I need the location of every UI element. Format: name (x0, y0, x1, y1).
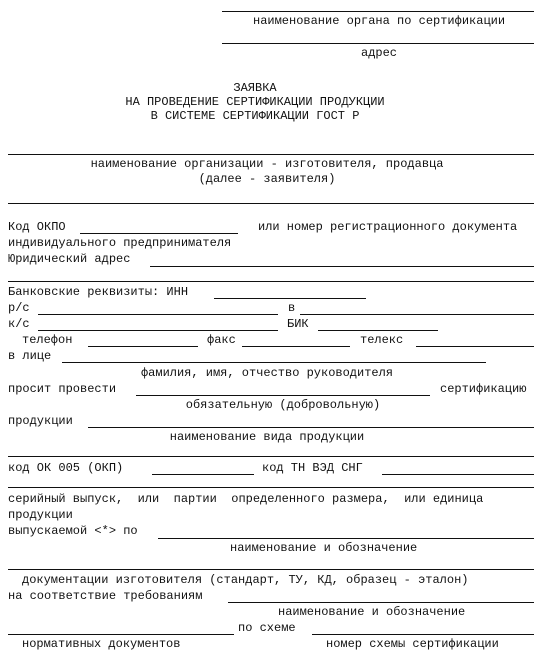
production-line-3: выпускаемой <*> по (8, 524, 138, 538)
certification-label: сертификацию (440, 382, 527, 396)
legal-address-label: Юридический адрес (8, 252, 131, 266)
okpo-label: Код ОКПО (8, 220, 66, 234)
scheme-field[interactable] (312, 634, 534, 635)
mandatory-caption: обязательную (добровольную) (185, 398, 381, 412)
product-field[interactable] (88, 427, 534, 428)
production-line-2: продукции (8, 508, 73, 522)
tn-ved-field[interactable] (382, 474, 534, 475)
reg-doc-label: или номер регистрационного документа (258, 220, 518, 234)
phone-field[interactable] (88, 346, 198, 347)
title-line-2: НА ПРОВЕДЕНИЕ СЕРТИФИКАЦИИ ПРОДУКЦИИ (125, 95, 385, 109)
ks-field[interactable] (38, 330, 278, 331)
production-separator (8, 487, 534, 488)
okpo-field[interactable] (80, 233, 238, 234)
ok005-label: код ОК 005 (ОКП) (8, 461, 124, 475)
production-caption-2: наименование и обозначение (278, 605, 466, 619)
title-line-3: В СИСТЕМЕ СЕРТИФИКАЦИИ ГОСТ Р (150, 109, 360, 123)
rs-label: р/с (8, 301, 30, 315)
title-line-1: ЗАЯВКА (233, 81, 277, 95)
compliance-field[interactable] (228, 602, 534, 603)
normative-docs-label: нормативных документов (22, 637, 181, 651)
docs-label: документации изготовителя (стандарт, ТУ, КД, образец - эталон) (22, 573, 469, 587)
in-person-label: в лице (8, 349, 52, 363)
scheme-label: по схеме (238, 621, 296, 635)
fax-field[interactable] (242, 346, 350, 347)
fax-label: факс (207, 333, 236, 347)
compliance-label: на соответствие требованиям (8, 589, 203, 603)
ks-label: к/с (8, 317, 30, 331)
bank-separator (8, 281, 534, 282)
applicant-line-2 (8, 203, 534, 204)
applicant-line (8, 154, 534, 155)
products-label: продукции (8, 414, 73, 428)
rs-field[interactable] (38, 314, 278, 315)
address-line (222, 43, 534, 44)
certification-type-field[interactable] (136, 395, 430, 396)
bik-field[interactable] (318, 330, 438, 331)
asks-label: просит провести (8, 382, 117, 396)
head-name-caption: фамилия, имя, отчество руководителя (140, 366, 394, 380)
applicant-caption: наименование организации - изготовителя, продавца (90, 157, 444, 171)
bank-name-field[interactable] (300, 314, 534, 315)
organ-caption: наименование органа по сертификации (253, 14, 506, 28)
applicant-caption-2: (далее - заявителя) (198, 172, 336, 186)
entrepreneur-label: индивидуального предпринимателя (8, 236, 232, 250)
product-caption: наименование вида продукции (169, 430, 365, 444)
head-name-field[interactable] (62, 362, 486, 363)
docs-separator (8, 569, 534, 570)
bik-label: БИК (287, 317, 309, 331)
organ-line (222, 11, 534, 12)
production-line-1: серийный выпуск, или партии определенного размера, или единица (8, 492, 484, 506)
scheme-caption: номер схемы сертификации (326, 637, 499, 651)
phone-label: телефон (22, 333, 73, 347)
telex-label: телекс (360, 333, 404, 347)
address-caption: адрес (361, 46, 398, 60)
codes-separator (8, 456, 534, 457)
production-caption-1: наименование и обозначение (230, 541, 418, 555)
telex-field[interactable] (416, 346, 534, 347)
production-doc-field[interactable] (158, 538, 534, 539)
bank-requisites-label: Банковские реквизиты: ИНН (8, 285, 189, 299)
bank-v-label: в (288, 301, 296, 315)
normative-docs-line (8, 634, 234, 635)
legal-address-field[interactable] (150, 266, 534, 267)
tn-ved-label: код ТН ВЭД СНГ (262, 461, 363, 475)
ok005-field[interactable] (152, 474, 254, 475)
inn-field[interactable] (214, 298, 366, 299)
